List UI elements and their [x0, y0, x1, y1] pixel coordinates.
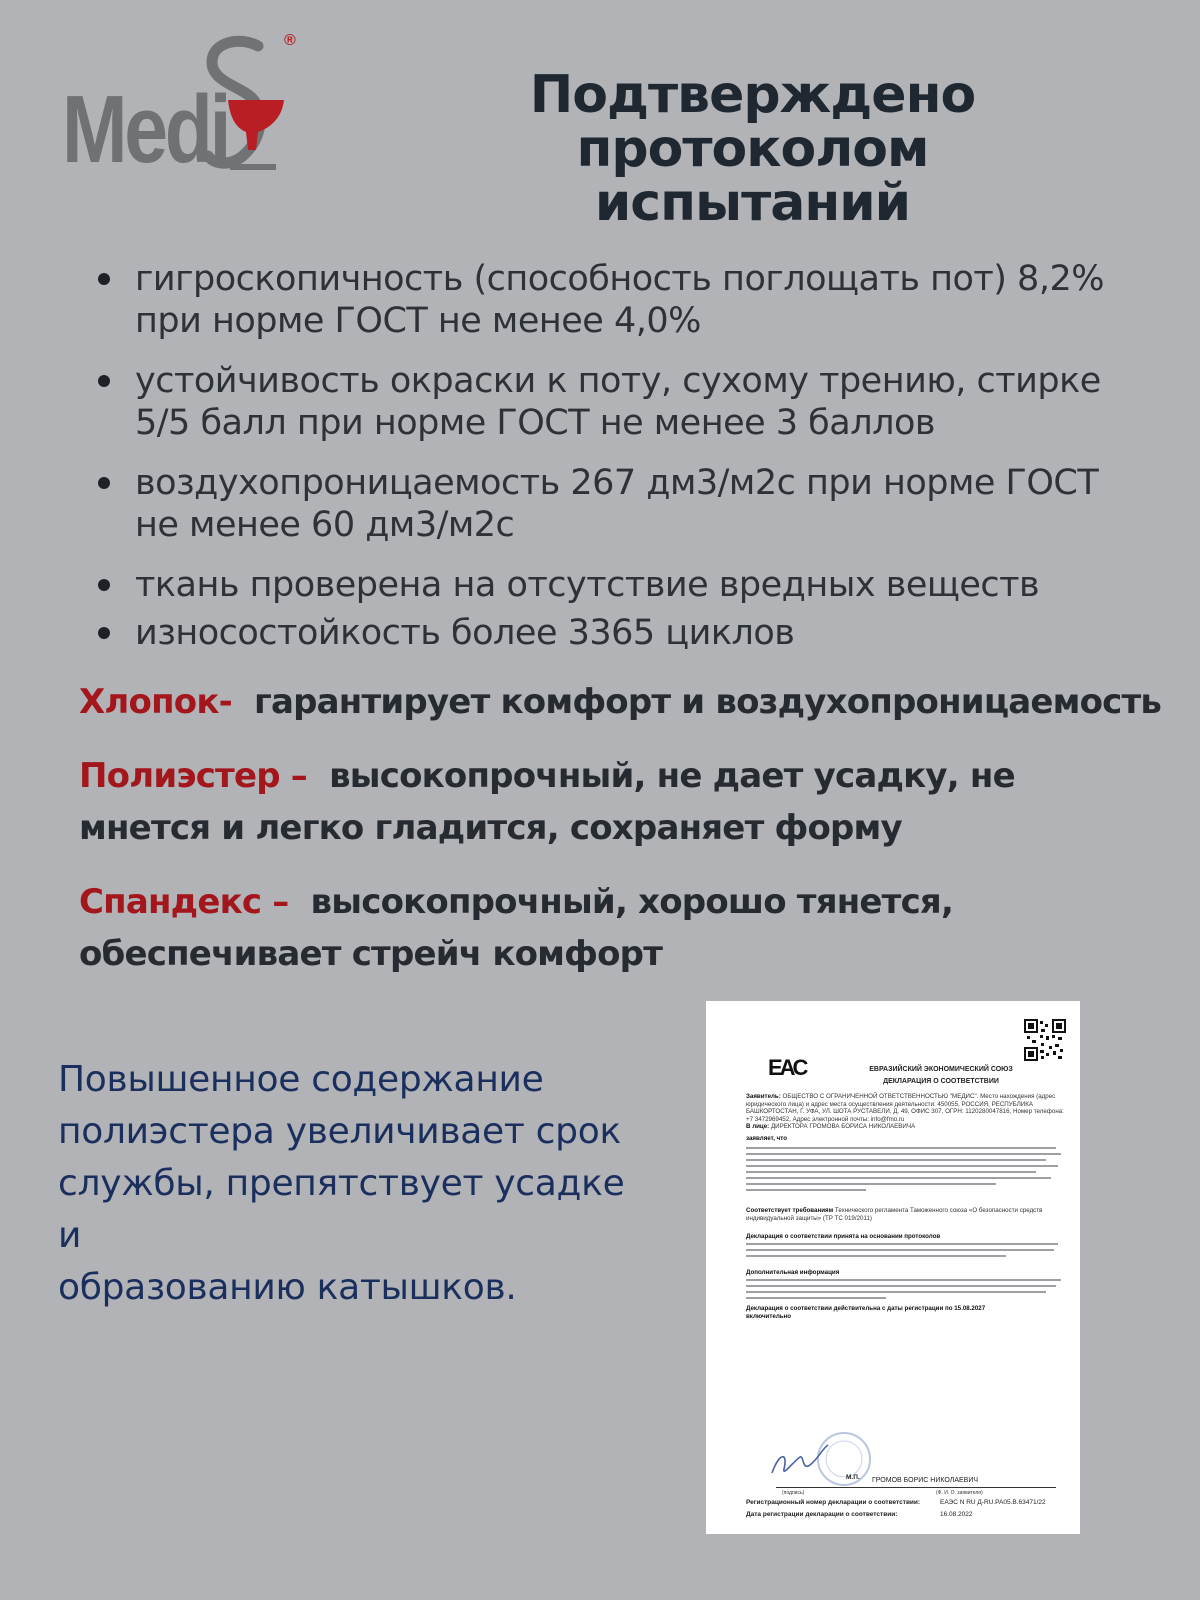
- dense-text-line: [746, 1279, 1061, 1281]
- list-item: износостойкость более 3365 циклов: [93, 612, 1173, 654]
- dense-text-line: [746, 1183, 996, 1185]
- dense-text-line: [746, 1243, 1058, 1245]
- dense-text-line: [746, 1171, 1036, 1173]
- reg-date: 16.08.2022: [940, 1511, 973, 1518]
- test-results-list: [93, 258, 1173, 654]
- declares-label: заявляет, что: [746, 1135, 787, 1142]
- material-cotton: [79, 676, 1179, 728]
- polyester-note: Повышенное содержание полиэстера увеличивает срок службы, препятствует усадке и образованию катышков.: [58, 1059, 625, 1308]
- bullet-icon: [98, 627, 110, 639]
- reg-number-label: Регистрационный номер декларации о соответствии:: [746, 1499, 921, 1506]
- bullet-icon: [98, 477, 110, 489]
- applicant-text: Заявитель: ОБЩЕСТВО С ОГРАНИЧЕННОЙ ОТВЕТСТВЕННОСТЬЮ "МЕДИС". Место нахождения (адрес юридического лица) и адрес места осуществления деятельности: 450055, РОССИЯ, РЕСПУБЛИКА БАШКОРТОСТАН, Г. УФА, УЛ. ШОТА РУСТАВЕЛИ, Д. 49, ОФИС 307, ОГРН: 1120280047816, Номер телефона: +7 3472969452, Адрес электронной почты: info@fmo.ru: [746, 1093, 1064, 1123]
- dense-text-line: [746, 1153, 1061, 1155]
- dense-text-line: [746, 1147, 1056, 1149]
- material-description: высокопрочный, хорошо тянется,: [310, 882, 954, 922]
- list-item: воздухопроницаемость 267 дм3/м2с при норме ГОСТ не менее 60 дм3/м2с: [93, 462, 1173, 546]
- signer-name: ГРОМОВ БОРИС НИКОЛАЕВИЧ: [872, 1477, 979, 1484]
- name-caption: (Ф. И. О. заявителя): [936, 1490, 983, 1496]
- bullet-icon: [98, 579, 110, 591]
- dense-text-line: [746, 1165, 1058, 1167]
- dense-text-line: [746, 1285, 1056, 1287]
- extra-info-label: Дополнительная информация: [746, 1269, 840, 1276]
- material-name: Полиэстер –: [79, 756, 307, 796]
- material-description: высокопрочный, не дает усадку, не: [329, 756, 1015, 796]
- requirements-text: Соответствует требованиям Технического регламента Таможенного союза «О безопасности средств индивидуальной защиты» (ТР ТС 019/2011): [746, 1207, 1043, 1222]
- dense-text-line: [746, 1189, 866, 1191]
- bullet-icon: [98, 273, 110, 285]
- page-title: Подтверждено протоколом испытаний: [529, 65, 976, 233]
- reg-number: ЕАЭС N RU Д-RU.PA05.В.63471/22: [940, 1499, 1046, 1506]
- list-item: ткань проверена на отсутствие вредных веществ: [93, 564, 1173, 606]
- signature-and-stamp: [766, 1431, 876, 1491]
- material-name: Хлопок-: [79, 682, 232, 722]
- material-name: Спандекс –: [79, 882, 289, 922]
- medis-bowl-icon: [200, 32, 290, 182]
- dense-text-line: [746, 1297, 886, 1299]
- stamp-label: М.П.: [846, 1474, 860, 1481]
- certificate-heading: ЕВРАЗИЙСКИЙ ЭКОНОМИЧЕСКИЙ СОЮЗ ДЕКЛАРАЦИЯ О СООТВЕТСТВИИ: [869, 1066, 1013, 1085]
- dense-text-line: [746, 1255, 1006, 1257]
- registered-mark: ®: [284, 32, 296, 49]
- validity-text: Декларация о соответствии действительна с даты регистрации по 15.08.2027 включительно: [746, 1305, 986, 1320]
- dense-text-line: [746, 1177, 1051, 1179]
- declaration-certificate-image: [706, 1001, 1080, 1534]
- signature-caption: (подпись): [782, 1490, 805, 1496]
- material-polyester: [79, 750, 1179, 854]
- eac-mark: EAC: [768, 1055, 806, 1080]
- material-description-line2: мнется и легко гладится, сохраняет форму: [79, 808, 902, 848]
- basis-label: Декларация о соответствии принята на основании протоколов: [746, 1233, 941, 1240]
- qr-code-icon: [1024, 1019, 1066, 1061]
- dense-text-line: [746, 1291, 1046, 1293]
- dense-text-line: [746, 1249, 1054, 1251]
- list-item: устойчивость окраски к поту, сухому трению, стирке 5/5 балл при норме ГОСТ не менее 3 баллов: [93, 360, 1173, 444]
- bullet-icon: [98, 375, 110, 387]
- signature-line: [776, 1487, 1056, 1488]
- reg-date-label: Дата регистрации декларации о соответствии:: [746, 1511, 898, 1518]
- material-spandex: [79, 876, 1179, 980]
- material-description-line2: обеспечивает стрейч комфорт: [79, 934, 663, 974]
- dense-text-line: [746, 1159, 1046, 1161]
- logo-wordmark: Medi: [62, 76, 229, 183]
- list-item: гигроскопичность (способность поглощать пот) 8,2% при норме ГОСТ не менее 4,0%: [93, 258, 1173, 342]
- person-text: В лице: ДИРЕКТОРА ГРОМОВА БОРИСА НИКОЛАЕВИЧА: [746, 1123, 916, 1130]
- material-description: гарантирует комфорт и воздухопроницаемость: [254, 682, 1162, 722]
- medis-logo: [62, 32, 332, 182]
